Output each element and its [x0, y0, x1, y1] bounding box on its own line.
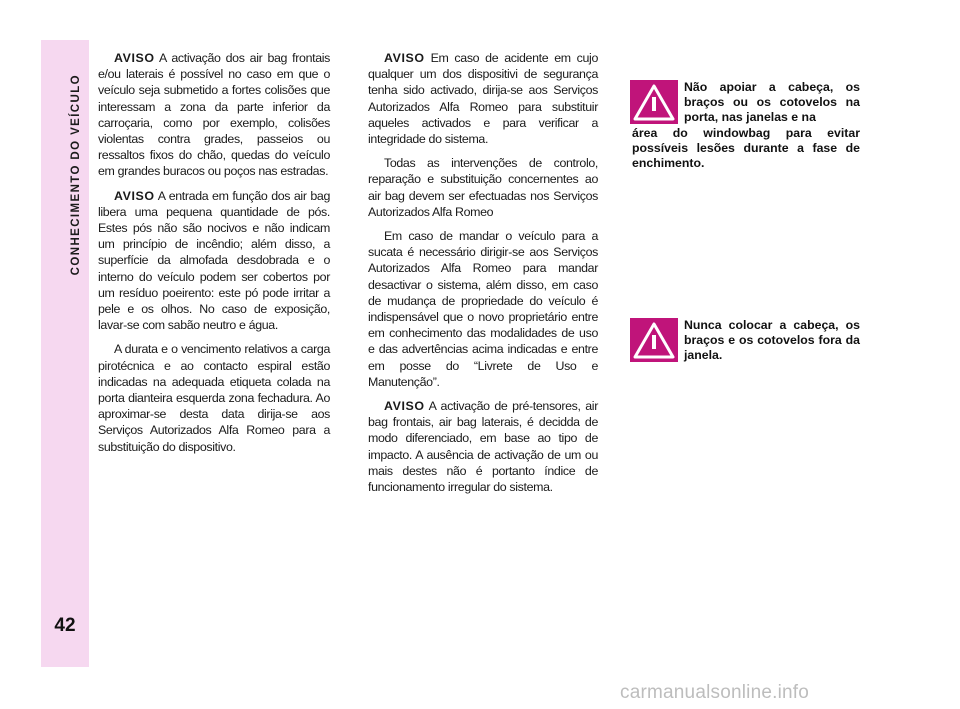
watermark: carmanualsonline.info [620, 682, 810, 703]
warning-lead: Nunca colocar a cabeça, os braços e os cotovelos fora da janela. [684, 318, 860, 363]
warning-lead: Não apoiar a cabeça, os braços ou os cotovelos na porta, nas janelas e na [684, 80, 860, 125]
page-number: 42 [54, 615, 76, 636]
paragraph [98, 341, 330, 454]
warning-rest: área do windowbag para evitar possíveis lesões durante a fase de enchimento. [632, 125, 860, 171]
paragraph [98, 188, 330, 334]
paragraph [368, 155, 598, 220]
paragraph-text: Todas as intervenções de controlo, reparação e substituição concernentes ao air bag devem ser efectuadas nos Serviços Autorizados Alfa Romeo [368, 156, 598, 219]
aviso-keyword: AVISO [384, 51, 425, 65]
section-title: CONHECIMENTO DO VEÍCULO [70, 74, 82, 276]
text-column-middle [368, 50, 598, 503]
paragraph-text: A durata e o vencimento relativos a carga pirotécnica e ao contacto espiral estão indicadas na adequada etiqueta colada na porta dianteira esquerda zona fechadura. Ao aproximar-se desta data dirija-se aos Serviços Autorizados Alfa Romeo para a substituição do dispositivo. [98, 342, 330, 454]
paragraph-text: Em caso de mandar o veículo para a sucata é necessário dirigir-se aos Serviços Autorizados Alfa Romeo para mandar desactivar o sistema, além disso, em caso de mudança de propriedade do veículo é indispensável que o novo proprietário entre em conhecimento das modalidades de uso e das advertências acima indicadas e entre em posse do “Livrete de Uso e Manutenção”. [368, 229, 598, 389]
paragraph-text: A entrada em função dos air bag libera uma pequena quantidade de pós. Estes pós não são nocivos e não indicam um princípio de incêndio; além disso, a superfície da almofada desdobrada e o interno do veículo podem ser cobertos por um resíduo poeirento: este pó pode irritar a pele e os olhos. No caso de exposição, lavar-se com sabão neutro e água. [98, 188, 330, 333]
paragraph-text: Em caso de acidente em cujo qualquer um dos dispositivi de segurança tenha sido activado, dirija-se aos Serviços Autorizados Alfa Romeo para substituir aqueles activados e para verificar a integridade do sistema. [368, 51, 598, 147]
paragraph [98, 50, 330, 180]
aviso-keyword: AVISO [114, 51, 155, 65]
paragraph [368, 398, 598, 495]
aviso-keyword: AVISO [384, 399, 425, 414]
paragraph [368, 50, 598, 147]
paragraph [368, 228, 598, 390]
paragraph-text: A activação de pré-tensores, air bag frontais, air bag laterais, é decidda de modo diferenciado, em base ao tipo de impacto. A ausência de activação de um ou mais destes não é portanto índice de funcionamento irregular do sistema. [368, 399, 598, 495]
paragraph-text: A activação dos air bag frontais e/ou laterais é possível no caso em que o veículo seja submetido a fortes colisões que interessam a zona da parte inferior da carroçaria, como por exemplo, colisões violentas contra grades, passeios ou ressaltos fixos do chão, quedas do veículo em grandes buracos ou poços nas estradas. [98, 51, 330, 179]
aviso-keyword: AVISO [114, 188, 155, 203]
warning-text-window [632, 318, 860, 364]
text-column-left [98, 50, 330, 463]
warning-text-head [632, 80, 860, 171]
